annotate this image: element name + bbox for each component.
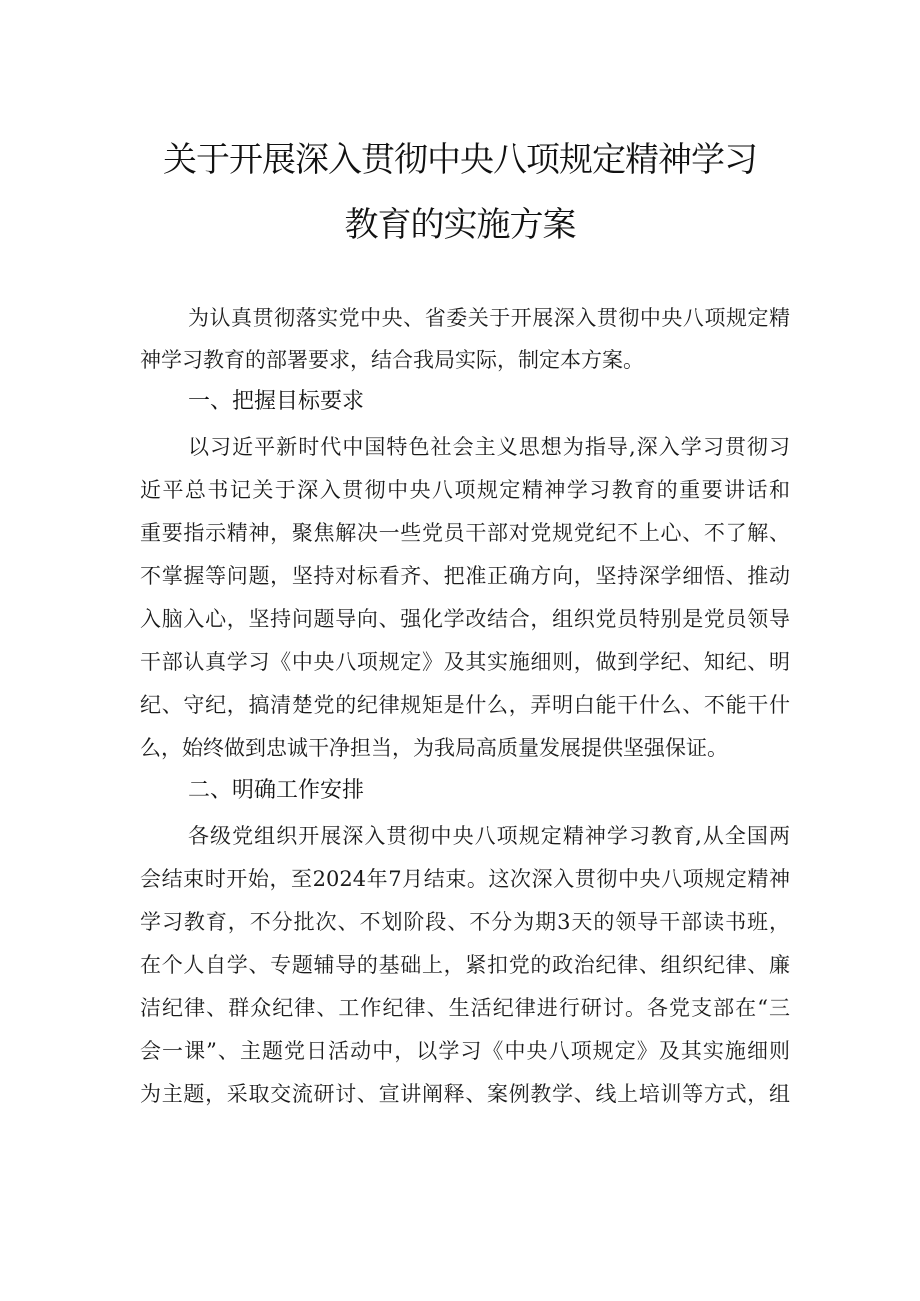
paragraph-line: 干部认真学习《中央八项规定》及其实施细则，做到学纪、知纪、明 [140, 650, 790, 674]
document-title-line-1: 关于开展深入贯彻中央八项规定精神学习 [163, 140, 757, 180]
paragraph-line: 入脑入心，坚持问题导向、强化学改结合，组织党员特别是党员领导 [140, 607, 790, 631]
paragraph-line: 会结束时开始，至2024年7月结束。这次深入贯彻中央八项规定精神 [140, 867, 790, 891]
paragraph-line: 重要指示精神，聚焦解决一些党员干部对党规党纪不上心、不了解、 [140, 521, 790, 545]
paragraph-line: 么，始终做到忠诚干净担当，为我局高质量发展提供坚强保证。 [140, 736, 728, 760]
section-heading: 一、把握目标要求 [188, 389, 365, 414]
paragraph-line: 为主题，采取交流研讨、宣讲阐释、案例教学、线上培训等方式，组 [140, 1082, 790, 1106]
intro-line: 为认真贯彻落实党中央、省委关于开展深入贯彻中央八项规定精 [188, 306, 790, 330]
paragraph-line: 洁纪律、群众纪律、工作纪律、生活纪律进行研讨。各党支部在“三 [140, 996, 790, 1020]
document-title-line-2: 教育的实施方案 [344, 205, 576, 245]
paragraph-line: 在个人自学、专题辅导的基础上，紧扣党的政治纪律、组织纪律、廉 [140, 953, 790, 977]
paragraph-line: 近平总书记关于深入贯彻中央八项规定精神学习教育的重要讲话和 [140, 478, 790, 502]
paragraph-line: 各级党组织开展深入贯彻中央八项规定精神学习教育,从全国两 [188, 824, 790, 848]
paragraph-line: 会一课”、主题党日活动中，以学习《中央八项规定》及其实施细则 [140, 1039, 790, 1063]
paragraph-line: 不掌握等问题，坚持对标看齐、把准正确方向，坚持深学细悟、推动 [140, 564, 790, 588]
paragraph-line: 学习教育，不分批次、不划阶段、不分为期3天的领导干部读书班， [140, 910, 790, 934]
section-heading: 二、明确工作安排 [188, 778, 365, 803]
paragraph-line: 以习近平新时代中国特色社会主义思想为指导,深入学习贯彻习 [188, 435, 790, 459]
intro-line: 神学习教育的部署要求，结合我局实际，制定本方案。 [140, 348, 644, 372]
paragraph-line: 纪、守纪，搞清楚党的纪律规矩是什么，弄明白能干什么、不能干什 [140, 693, 790, 717]
